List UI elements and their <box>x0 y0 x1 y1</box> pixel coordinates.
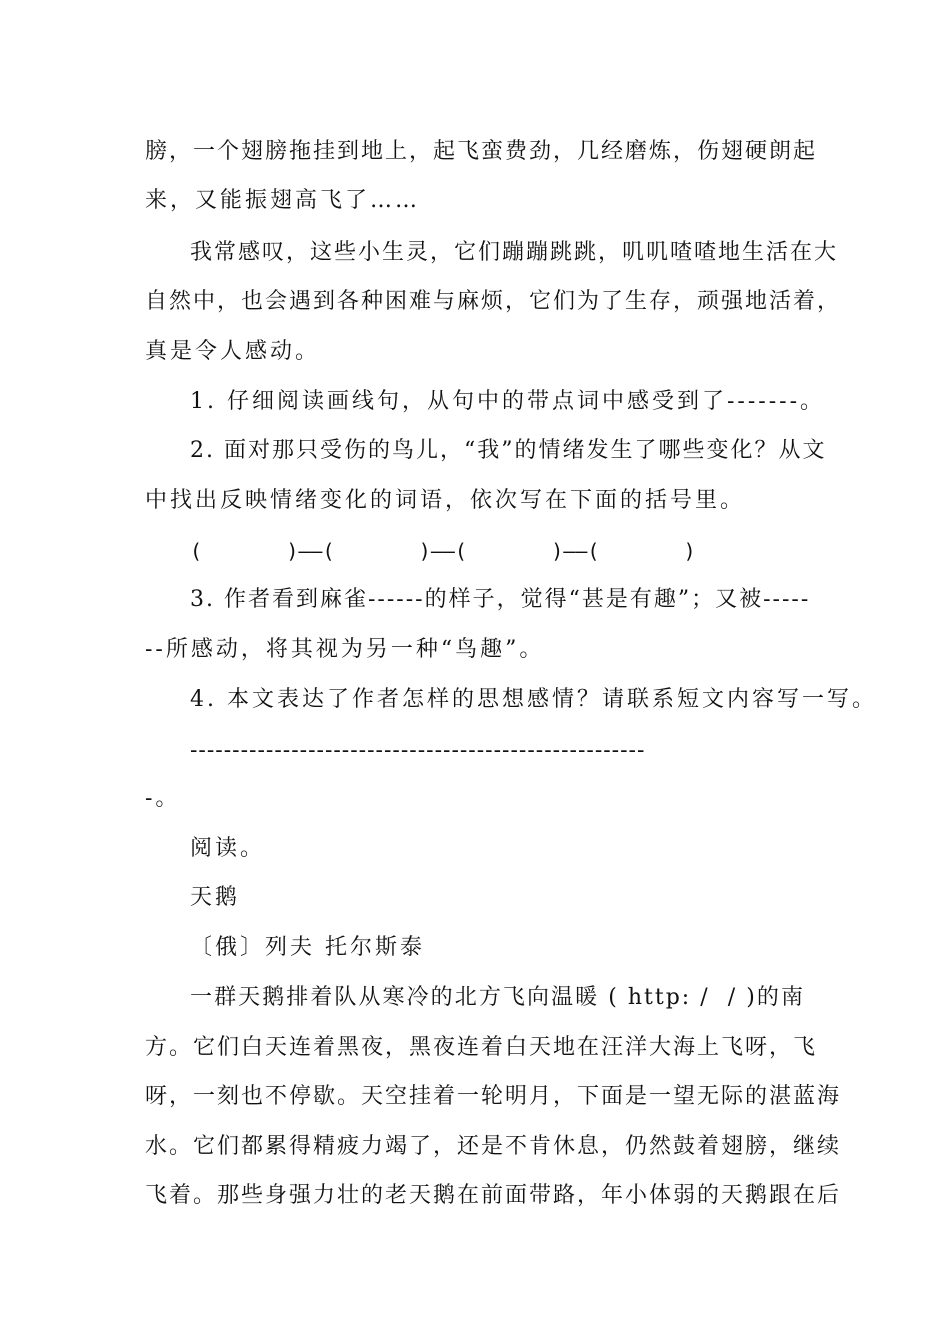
text-line: 我常感叹，这些小生灵，它们蹦蹦跳跳，叽叽喳喳地生活在大 <box>190 240 839 265</box>
question-3: 3. 作者看到麻雀------的样子，觉得“甚是有趣”；又被----- <box>190 587 811 612</box>
text-line: 真是令人感动。 <box>145 339 321 364</box>
section-heading: 阅读。 <box>190 836 266 861</box>
article-author: 〔俄〕列夫 托尔斯泰 <box>190 935 425 960</box>
answer-line: ------------------------------------------------------ <box>190 738 646 763</box>
text-line: 方。它们白天连着黑夜，黑夜连着白天地在汪洋大海上飞呀，飞 <box>145 1035 818 1060</box>
answer-brackets: ( )——( )——( )——( ) <box>190 539 696 563</box>
question-2: 2. 面对那只受伤的鸟儿，“我”的情绪发生了哪些变化？从文 <box>190 438 827 463</box>
text-line: 来，又能振翅高飞了…… <box>145 188 421 213</box>
text-line: 飞着。那些身强力壮的老天鹅在前面带路，年小体弱的天鹅跟在后 <box>145 1183 842 1208</box>
text-line: 膀，一个翅膀拖挂到地上，起飞蛮费劲，几经磨炼，伤翅硬朗起 <box>145 139 818 164</box>
article-title: 天鹅 <box>190 885 241 910</box>
text-line: --所感动，将其视为另一种“鸟趣”。 <box>145 637 545 662</box>
text-line: 中找出反映情绪变化的词语，依次写在下面的括号里。 <box>145 488 746 513</box>
text-line: 呀，一刻也不停歇。天空挂着一轮明月，下面是一望无际的湛蓝海 <box>145 1084 842 1109</box>
text-line: 一群天鹅排着队从寒冷的北方飞向温暖 ( http: / / )的南 <box>190 985 805 1010</box>
text-line: 自然中，也会遇到各种困难与麻烦，它们为了生存，顽强地活着， <box>145 289 842 314</box>
answer-line-end: -。 <box>145 786 181 811</box>
question-4: 4. 本文表达了作者怎样的思想感情？请联系短文内容写一写。 <box>190 687 877 712</box>
text-line: 水。它们都累得精疲力竭了，还是不肯休息，仍然鼓着翅膀，继续 <box>145 1134 842 1159</box>
question-1: 1. 仔细阅读画线句，从句中的带点词中感受到了-------。 <box>190 389 826 414</box>
